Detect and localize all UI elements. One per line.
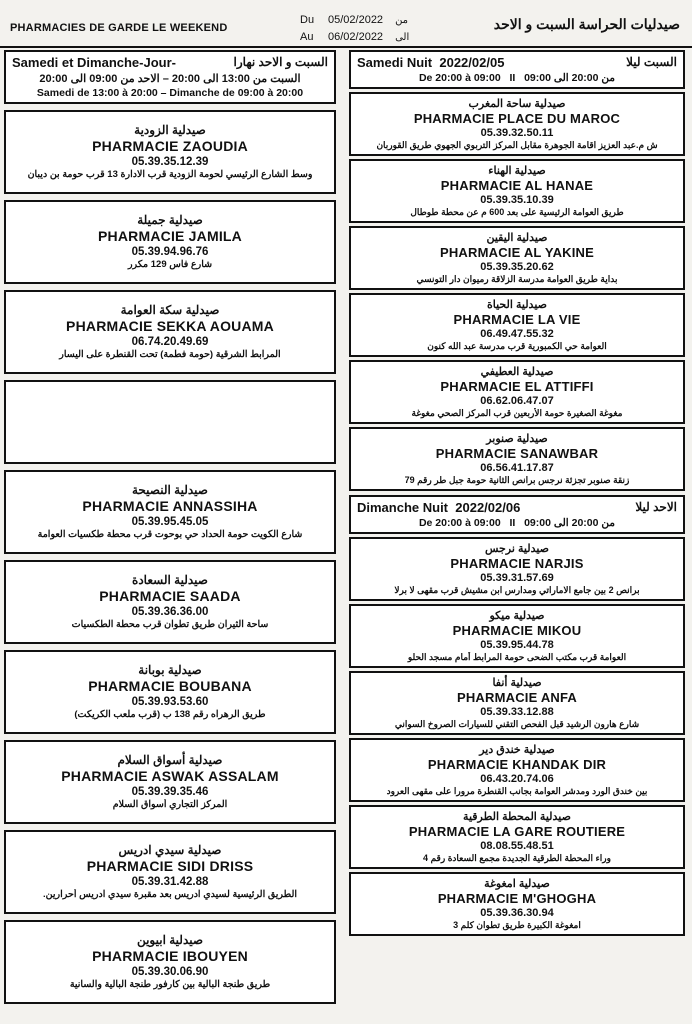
pharmacy-name-fr: PHARMACIE ZAOUDIA — [92, 138, 248, 154]
pharmacy-name-ar: صيدلية سيدي ادريس — [118, 843, 222, 857]
pharmacy-address: بداية طريق العوامة مدرسة الزلاقة رميوان دار التونسي — [416, 273, 618, 284]
pharmacy-name-ar: صيدلية أسواق السلام — [117, 753, 223, 767]
pharmacy-name-ar: صيدلية بوبانة — [138, 663, 202, 677]
pharmacy-name-fr: PHARMACIE PLACE DU MAROC — [413, 110, 621, 126]
pharmacy-address: طريق الرهراه رقم 138 ب (قرب ملعب الكريكت) — [74, 709, 266, 720]
pharmacy-card — [349, 159, 685, 223]
pharmacy-name-ar: صيدلية نرجس — [484, 542, 549, 555]
pharmacy-address: الطريق الرئيسية لسيدي ادريس بعد مقبرة سيدي ادريس أحرارين. — [43, 889, 297, 900]
pharmacy-address: طريق العوامة الرئيسية على بعد 600 م عن محطة طوطال — [410, 206, 624, 217]
pharmacy-name-fr: PHARMACIE NARJIS — [450, 555, 584, 571]
pharmacy-phone: 05.39.36.36.00 — [131, 606, 209, 618]
night-column — [349, 50, 685, 936]
pharmacy-phone: 06.62.06.47.07 — [480, 394, 554, 407]
pharmacy-card — [349, 872, 685, 936]
pharmacy-phone: 06.56.41.17.87 — [480, 461, 554, 474]
pharmacy-name-fr: PHARMACIE SANAWBAR — [435, 445, 599, 461]
sun-head-ar: الاحد ليلا — [635, 500, 677, 514]
pharmacy-address: وسط الشارع الرئيسي لحومة الزودية قرب الادارة 13 قرب حومة بن ديبان — [27, 169, 313, 180]
pharmacy-phone: 05.39.93.53.60 — [131, 696, 209, 708]
pharmacy-name-fr: PHARMACIE AL YAKINE — [439, 244, 595, 260]
pharmacy-card — [4, 110, 336, 194]
pharmacy-phone: 05.39.94.96.76 — [131, 246, 209, 258]
au-date: 06/02/2022 — [328, 31, 384, 43]
day-pharmacy-list — [4, 110, 336, 1004]
pharmacy-name-ar: صيدلية خندق دير — [479, 743, 555, 756]
pharmacy-phone: 05.39.36.30.94 — [480, 906, 554, 919]
pharmacy-name-ar: صيدلية ساحة المغرب — [468, 97, 566, 110]
pharmacy-name-ar: صيدلية المحطة الطرقية — [463, 810, 571, 823]
pharmacy-name-fr: PHARMACIE SIDI DRISS — [86, 858, 254, 874]
pharmacy-phone: 05.39.35.12.39 — [131, 156, 209, 168]
day-head-fr: Samedi et Dimanche-Jour- — [12, 55, 176, 70]
pharmacy-name-fr: PHARMACIE AL HANAE — [440, 177, 594, 193]
sat-head-fr: Samedi Nuit 2022/02/05 — [357, 55, 505, 70]
du-label: Du — [300, 14, 315, 26]
pharmacy-address: العوامة حي الكمبورية قرب مدرسة عبد الله كنون — [427, 340, 607, 351]
pharmacy-card — [4, 740, 336, 824]
pharmacy-phone: 06.49.47.55.32 — [480, 327, 554, 340]
page-title-fr: PHARMACIES DE GARDE LE WEEKEND — [10, 22, 228, 34]
saturday-night-list — [349, 92, 685, 491]
pharmacy-address: المرابط الشرقية (حومة فطمة) تحت القنطرة على اليسار — [59, 349, 281, 360]
pharmacy-card — [349, 92, 685, 156]
pharmacy-card — [4, 200, 336, 284]
pharmacy-card — [4, 650, 336, 734]
pharmacy-card — [4, 380, 336, 464]
du-date: 05/02/2022 — [328, 14, 384, 26]
day-head-ar: السبت و الاحد نهارا — [233, 55, 328, 69]
pharmacy-phone: 05.39.95.45.05 — [131, 516, 209, 528]
pharmacy-address: ش م.عبد العزيز اقامة الجوهرة مقابل المركز التربوي الجهوي طريق القوربان — [376, 139, 658, 150]
pharmacy-card — [349, 427, 685, 491]
pharmacy-address: العوامة قرب مكتب الضحى حومة المرابط أمام مسجد الحلو — [407, 651, 627, 662]
date-range — [300, 12, 409, 46]
sun-head-fr: Dimanche Nuit 2022/02/06 — [357, 500, 521, 515]
pharmacy-phone: 08.08.55.48.51 — [480, 839, 554, 852]
pharmacy-card — [4, 920, 336, 1004]
au-label: Au — [300, 31, 314, 43]
pharmacy-address: مغوغة الصغيرة حومة الأربعين قرب المركز الصحي مغوغة — [411, 407, 623, 418]
pharmacy-name-ar: صيدلية العطيفي — [480, 365, 554, 378]
pharmacy-phone: 06.74.20.49.69 — [131, 336, 209, 348]
pharmacy-address: شارع فاس 129 مكرر — [127, 259, 213, 270]
pharmacy-name-fr: PHARMACIE LA VIE — [453, 311, 581, 327]
day-section-header — [4, 50, 336, 104]
sat-hours: De 20:00 à 09:00 II من 20:00 الى 09:00 — [418, 72, 616, 84]
pharmacy-phone: 05.39.33.12.88 — [480, 705, 554, 718]
page-title-ar: صيدليات الحراسة السبت و الاحد — [493, 16, 680, 32]
pharmacy-name-fr: PHARMACIE EL ATTIFFI — [440, 378, 594, 394]
pharmacy-card — [349, 293, 685, 357]
page-header — [0, 0, 692, 48]
pharmacy-phone: 05.39.95.44.78 — [480, 638, 554, 651]
sunday-night-header — [349, 495, 685, 534]
saturday-night-header — [349, 50, 685, 89]
pharmacy-card — [349, 604, 685, 668]
pharmacy-address: شارع هارون الرشيد قبل الفحص التقني للسيارات الصروخ السواني — [394, 718, 640, 729]
pharmacy-name-ar: صيدلية السعادة — [132, 573, 208, 587]
sun-hours: De 20:00 à 09:00 II من 20:00 الى 09:00 — [418, 517, 616, 529]
pharmacy-phone: 05.39.39.35.46 — [131, 786, 209, 798]
pharmacy-phone: 05.39.31.57.69 — [480, 571, 554, 584]
pharmacy-phone: 05.39.30.06.90 — [131, 966, 209, 978]
pharmacy-card — [4, 290, 336, 374]
pharmacy-card — [349, 537, 685, 601]
pharmacy-address: ساحة الثيران طريق تطوان قرب محطة الطكسيات — [71, 619, 269, 630]
pharmacy-name-ar: صيدلية الزودية — [134, 123, 206, 137]
pharmacy-name-ar: صيدلية سكة العوامة — [120, 303, 220, 317]
day-hours-ar: السبت من 13:00 الى 20:00 – الاحد من 09:00 الى 20:00 — [39, 73, 301, 85]
pharmacy-name-ar: صيدلية النصيحة — [132, 483, 208, 497]
pharmacy-phone: 05.39.31.42.88 — [131, 876, 209, 888]
pharmacy-name-ar: صيدلية جميلة — [137, 213, 203, 227]
pharmacy-card — [4, 470, 336, 554]
pharmacy-phone: 05.39.35.10.39 — [480, 193, 554, 206]
pharmacy-address: طريق طنجة البالية بين كارفور طنجة البالية والسانية — [69, 979, 271, 990]
pharmacy-name-ar: صيدلية ابيوين — [136, 933, 204, 947]
au-ar: الى — [395, 32, 410, 43]
pharmacy-name-fr: PHARMACIE SEKKA AOUAMA — [66, 318, 274, 334]
pharmacy-card — [349, 671, 685, 735]
pharmacy-card — [349, 738, 685, 802]
du-ar: من — [395, 15, 409, 26]
pharmacy-name-ar: صيدلية امغوغة — [484, 877, 550, 890]
pharmacy-phone: 05.39.35.20.62 — [480, 260, 554, 273]
pharmacy-name-fr: PHARMACIE JAMILA — [98, 228, 242, 244]
pharmacy-card — [4, 560, 336, 644]
pharmacy-name-ar: صيدلية ميكو — [489, 609, 545, 622]
pharmacy-card — [349, 226, 685, 290]
pharmacy-name-fr: PHARMACIE ANNASSIHA — [82, 498, 258, 514]
pharmacy-name-fr: PHARMACIE ANFA — [456, 689, 578, 705]
pharmacy-name-fr: PHARMACIE BOUBANA — [88, 678, 252, 694]
pharmacy-address: برانص 2 بين جامع الاماراتي ومدارس ابن مشيش قرب مقهى لا برلا — [394, 584, 640, 595]
pharmacy-card — [4, 830, 336, 914]
pharmacy-card — [349, 805, 685, 869]
pharmacy-address: وراء المحطة الطرقية الجديدة مجمع السعادة رقم 4 — [423, 852, 611, 863]
pharmacy-name-fr: PHARMACIE ASWAK ASSALAM — [61, 768, 279, 784]
pharmacy-name-fr: PHARMACIE KHANDAK DIR — [427, 756, 607, 772]
pharmacy-name-ar: صيدلية الهناء — [488, 164, 546, 177]
pharmacy-address: شارع الكويت حومة الحداد حي بوحوت قرب محطة طكسيات العوامة — [37, 529, 303, 540]
sat-head-ar: السبت ليلا — [626, 55, 677, 69]
pharmacy-name-fr: PHARMACIE SAADA — [99, 588, 241, 604]
pharmacy-address: زنقة صنوبر تجزئة نرجس برانص الثانية حومة جبل طر رقم 79 — [404, 474, 630, 485]
pharmacy-address: بين خندق الورد ومدشر العوامة بجانب القنطرة مرورا على مقهى العرود — [386, 785, 648, 796]
pharmacy-name-fr: PHARMACIE M'GHOGHA — [437, 890, 597, 906]
pharmacy-name-ar: صيدلية الحياة — [486, 298, 547, 311]
pharmacy-address: امغوغة الكبيرة طريق تطوان كلم 3 — [453, 919, 581, 930]
pharmacy-phone: 05.39.32.50.11 — [480, 126, 554, 139]
day-hours-fr: Samedi de 13:00 à 20:00 – Dimanche de 09:00 à 20:00 — [36, 87, 304, 99]
pharmacy-name-ar: صيدلية أنفا — [492, 676, 542, 689]
pharmacy-name-ar: صيدلية اليقين — [486, 231, 548, 244]
pharmacy-address: المركز التجاري أسواق السلام — [112, 799, 228, 810]
sunday-night-list — [349, 537, 685, 936]
pharmacy-name-fr: PHARMACIE MIKOU — [452, 622, 582, 638]
pharmacy-name-fr: PHARMACIE IBOUYEN — [92, 948, 248, 964]
pharmacy-phone: 06.43.20.74.06 — [480, 772, 554, 785]
day-column — [4, 50, 336, 1004]
pharmacy-card — [349, 360, 685, 424]
pharmacy-name-ar: صيدلية صنوبر — [486, 432, 548, 445]
pharmacy-name-fr: PHARMACIE LA GARE ROUTIERE — [408, 823, 626, 839]
